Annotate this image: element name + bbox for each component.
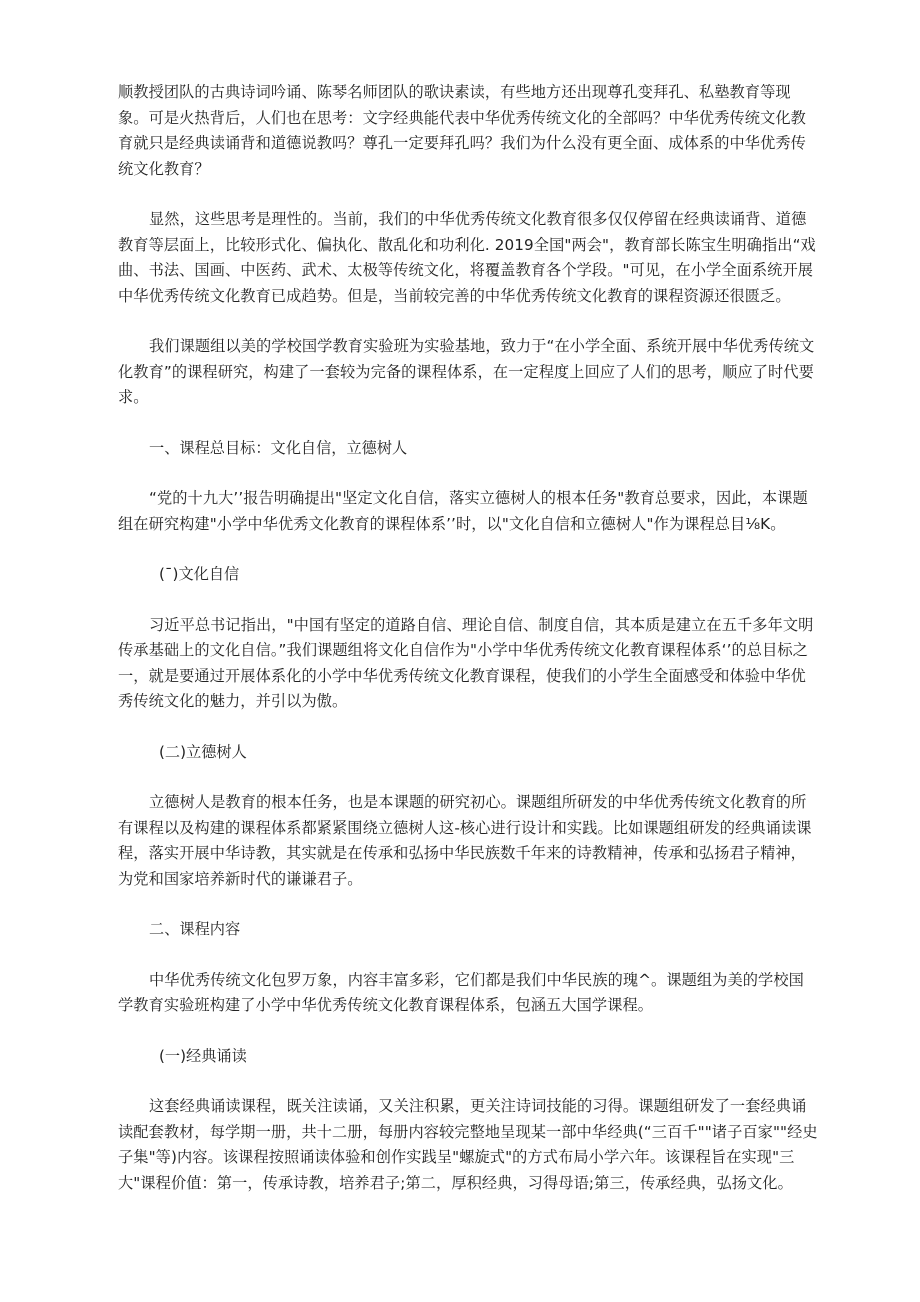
paragraph-cultural-confidence: 习近平总书记指出，"中国有坚定的道路自信、理论自信、制度自信，其本质是建立在五千多年文明传承基础上的文化自信。”我们课题组将文化自信作为"小学中华优秀传统文化教育课程体系‘’的总目标之一，就是要通过开展体系化的小学中华优秀传统文化教育课程，使我们的小学生全面感受和体验中华优秀传统文化的魅力，并引以为傲。	[118, 615, 814, 710]
paragraph-moral-education: 立德树人是教育的根本任务，也是本课题的研究初心。课题组所研发的中华优秀传统文化教育的所有课程以及构建的课程体系都紧紧围绕立德树人这-核心进行设计和实践。比如课题组研发的经典诵读课程，落实开展中华诗教，其实就是在传承和弘扬中华民族数千年来的诗教精神，传承和弘扬君子精神，为党和国家培养新时代的谦谦君子。	[118, 793, 812, 888]
section-heading-course-goal: 一、课程总目标：文化自信，立德树人	[149, 438, 408, 457]
section-heading-course-content: 二、课程内容	[149, 920, 241, 938]
paragraph-reflection: 显然，这些思考是理性的。当前，我们的中华优秀传统文化教育很多仅仅停留在经典读诵背、道德教育等层面上，比较形式化、偏执化、散乱化和功利化. 2019全国"两会"，教育部长陈宝生明确指出“戏曲、书法、国画、中医药、武术、太极等传统文化，将覆盖教育各个学段。"可见，在小学全面系统开展中华优秀传统文化教育已成趋势。但是，当前较完善的中华优秀传统文化教育的课程资源还很匮乏。	[118, 210, 816, 305]
paragraph-classic-recitation: 这套经典诵读课程，既关注读诵，又关注积累，更关注诗词技能的习得。课题组研发了一套经典诵读配套教材，每学期一册，共十二册，每册内容较完整地呈现某一部中华经典(“三百千""诸子百家""经史子集"等)内容。该课程按照诵读体验和创作实践呈"螺旋式"的方式布局小学六年。该课程旨在实现"三大"课程价值：第一，传承诗教，培养君子;第二，厚积经典，习得母语;第三，传承经典，弘扬文化。	[118, 1097, 818, 1192]
paragraph-research-group: 我们课题组以美的学校国学教育实验班为实验基地，致力于“在小学全面、系统开展中华优秀传统文化教育”的课程研究，构建了一套较为完备的课程体系，在一定程度上回应了人们的思考，顺应了时代要求。	[118, 337, 815, 406]
subheading-classic-recitation: (一)经典诵读	[159, 1046, 247, 1065]
subheading-cultural-confidence: (¯)文化自信	[159, 565, 240, 583]
subheading-moral-education: (二)立德树人	[159, 742, 247, 761]
paragraph-intro-continued: 顺教授团队的古典诗词吟诵、陈琴名师团队的歌诀素读，有些地方还出现尊孔变拜孔、私塾教育等现象。可是火热背后，人们也在思考：文字经典能代表中华优秀传统文化的全部吗？中华优秀传统文化教育就只是经典读诵背和道德说教吗？尊孔一定要拜孔吗？我们为什么没有更全面、成体系的中华优秀传统文化教育？	[118, 83, 806, 178]
paragraph-course-goal: “党的十九大’’报告明确提出"坚定文化自信，落实立德树人的根本任务"教育总要求，因此，本课题组在研究构建"小学中华优秀文化教育的课程体系’’时，以"文化自信和立德树人"作为课程总目⅛K。	[118, 489, 808, 533]
document-page	[118, 80, 818, 1221]
paragraph-course-content: 中华优秀传统文化包罗万象，内容丰富多彩，它们都是我们中华民族的瑰^。课题组为美的学校国学教育实验班构建了小学中华优秀传统文化教育课程体系，包涵五大国学课程。	[118, 970, 804, 1014]
